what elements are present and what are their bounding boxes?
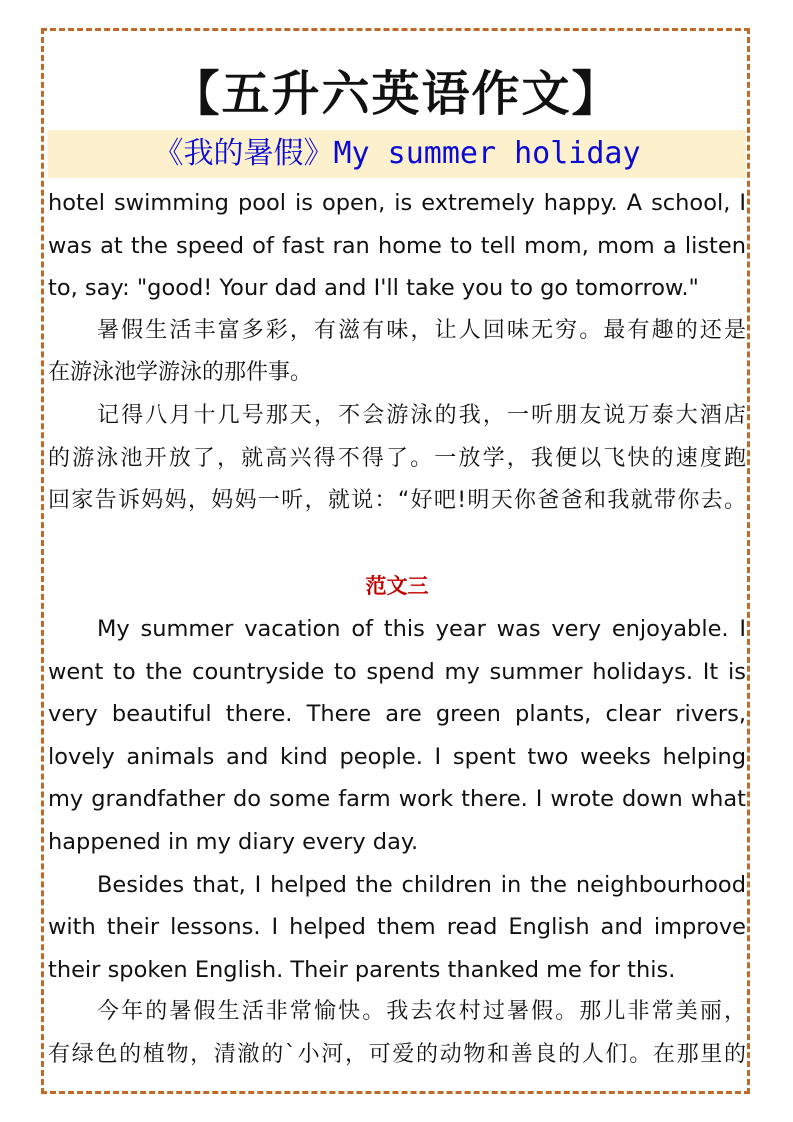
text-line: went to the countryside to spend my summer holidays. It is: [48, 658, 746, 685]
paragraph-english-1: [48, 182, 746, 310]
text-line: 今年的暑假生活非常愉快。我去农村过暑假。那儿非常美丽，: [97, 999, 746, 1025]
text-line: 在游泳池学游泳的那件事。: [48, 360, 313, 386]
spacer: [48, 523, 746, 566]
page-title: 【五升六英语作文】: [171, 66, 622, 122]
text-line: with their lessons. I helped them read English and improve: [48, 914, 746, 941]
text-line: 回家告诉妈妈，妈妈一听，就说：“好吧!明天你爸爸和我就带你去。: [48, 488, 746, 514]
text-line: 记得八月十几号那天，不会游泳的我，一听朋友说万泰大酒店: [97, 402, 746, 428]
text-line: very beautiful there. There are green plants, clear rivers,: [48, 701, 746, 728]
text-line: Besides that, I helped the children in the neighbourhood: [97, 871, 746, 898]
subtitle: 《我的暑假》My summer holiday: [153, 136, 641, 171]
text-line: happened in my diary every day.: [48, 828, 419, 855]
document-body: [48, 182, 746, 1076]
section-heading: 范文三: [365, 574, 429, 599]
text-line: to, say: "good! Your dad and I'll take you to go tomorrow.": [48, 275, 699, 302]
text-line: 暑假生活丰富多彩，有滋有味，让人回味无穷。最有趣的还是: [97, 317, 746, 343]
subtitle-banner: [48, 130, 746, 178]
text-line: 的游泳池开放了，就高兴得不得了。一放学，我便以飞快的速度跑: [48, 445, 746, 471]
text-line: their spoken English. Their parents thanked me for this.: [48, 956, 676, 983]
paragraph-english-2: [48, 608, 746, 864]
paragraph-chinese-2: [48, 395, 746, 523]
paragraph-english-3: [48, 864, 746, 992]
text-line: My summer vacation of this year was very enjoyable. I: [97, 615, 746, 642]
text-line: 有绿色的植物，清澈的`小河，可爱的动物和善良的人们。在那里的: [48, 1041, 746, 1067]
text-line: was at the speed of fast ran home to tell mom, mom a listen: [48, 232, 746, 259]
text-line: lovely animals and kind people. I spent two weeks helping: [48, 743, 746, 770]
text-line: my grandfather do some farm work there. I wrote down what: [48, 786, 746, 813]
paragraph-chinese-1: [48, 310, 746, 395]
text-line: hotel swimming pool is open, is extremely happy. A school, I: [48, 190, 746, 216]
paragraph-chinese-3: [48, 991, 746, 1076]
